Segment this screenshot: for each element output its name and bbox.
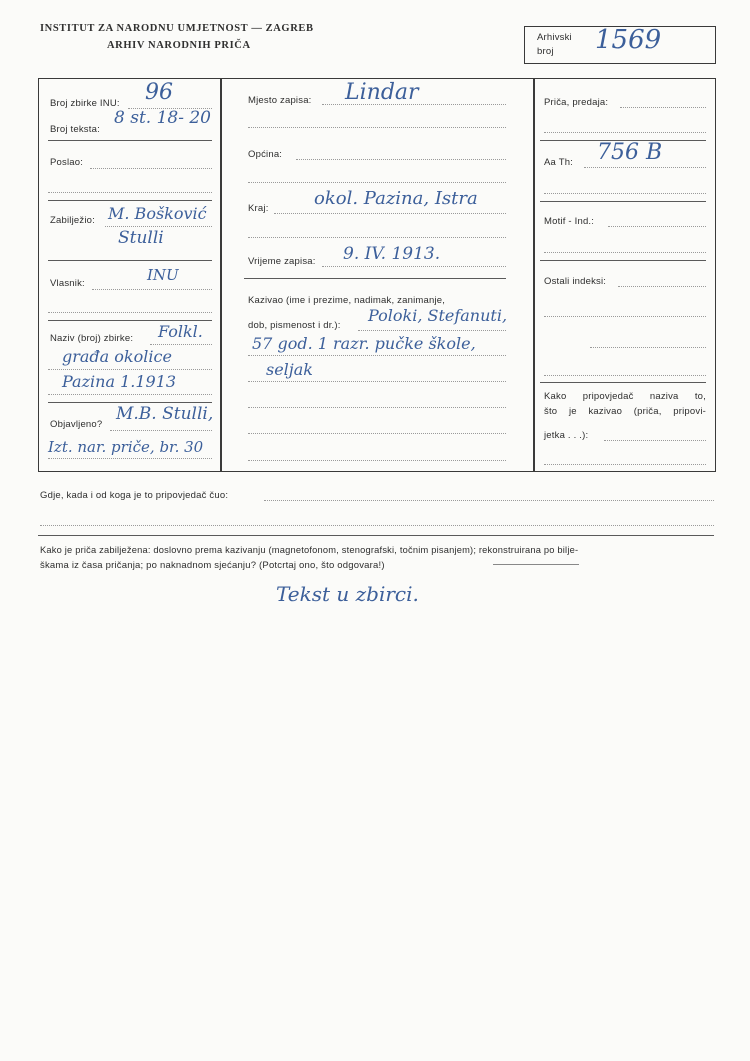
mjesto-label: Mjesto zapisa: bbox=[248, 95, 312, 106]
prica-predaja-label: Priča, predaja: bbox=[544, 97, 609, 108]
broj-zbirke-label: Broj zbirke INU: bbox=[50, 98, 120, 109]
archive-title: ARHIV NARODNIH PRIČA bbox=[107, 40, 251, 51]
kako-naziva-label-1: Kako pripovjedač naziva to, bbox=[544, 391, 706, 402]
column-divider-left bbox=[220, 78, 222, 472]
archive-number-box bbox=[524, 26, 716, 64]
vlasnik-label: Vlasnik: bbox=[50, 278, 85, 289]
kazivao-label-2: dob, pismenost i dr.): bbox=[248, 320, 341, 331]
opcina-label: Općina: bbox=[248, 149, 283, 160]
objavljeno-label: Objavljeno? bbox=[50, 419, 103, 430]
kazivao-value-3: seljak bbox=[266, 360, 313, 379]
institute-title: INSTITUT ZA NARODNU UMJETNOST — ZAGREB bbox=[40, 23, 314, 34]
kazivao-label-1: Kazivao (ime i prezime, nadimak, zanimanje, bbox=[248, 295, 446, 306]
zabiljezio-label: Zabilježio: bbox=[50, 215, 95, 226]
archive-number-value: 1569 bbox=[595, 25, 662, 55]
archive-label-1: Arhivski bbox=[537, 32, 572, 43]
naziv-zbirke-value-1: Folkl. bbox=[158, 322, 203, 341]
naziv-zbirke-value-3: Pazina 1.1913 bbox=[62, 372, 177, 391]
poslao-label: Poslao: bbox=[50, 157, 84, 168]
motif-ind-label: Motif - Ind.: bbox=[544, 216, 595, 227]
naziv-zbirke-value-2: građa okolice bbox=[62, 347, 172, 366]
vrijeme-value: 9. IV. 1913. bbox=[343, 244, 441, 264]
kraj-value: okol. Pazina, Istra bbox=[314, 188, 478, 209]
vrijeme-label: Vrijeme zapisa: bbox=[248, 256, 316, 267]
mjesto-value: Lindar bbox=[345, 80, 419, 105]
aath-value: 756 B bbox=[597, 140, 663, 165]
kako-zabiljezena-line-1: Kako je priča zabilježena: doslovno prema kazivanju (magnetofonom, stenografski, točnim pisanjem); rekonstruirana po bilje- bbox=[40, 545, 579, 555]
broj-zbirke-value: 96 bbox=[145, 80, 173, 105]
kazivao-value-1: Poloki, Stefanuti, bbox=[368, 306, 508, 325]
kako-naziva-label-3: jetka . . .): bbox=[544, 430, 589, 441]
zabiljezio-value-2: Stulli bbox=[118, 228, 164, 248]
kazivao-value-2: 57 god. 1 razr. pučke škole, bbox=[252, 334, 476, 353]
naziv-zbirke-label: Naziv (broj) zbirke: bbox=[50, 333, 134, 344]
ostali-indeksi-label: Ostali indeksi: bbox=[544, 276, 607, 287]
broj-teksta-value: 8 st. 18- 20 bbox=[114, 108, 211, 128]
column-divider-right bbox=[533, 78, 535, 472]
gdje-kada-label: Gdje, kada i od koga je to pripovjedač čuo: bbox=[40, 490, 229, 501]
objavljeno-value-1: M.B. Stulli, bbox=[116, 404, 214, 424]
objavljeno-value-2: Izt. nar. priče, br. 30 bbox=[48, 438, 204, 456]
broj-teksta-label: Broj teksta: bbox=[50, 124, 100, 135]
kako-zabiljezena-line-2: škama iz časa pričanja; po naknadnom sjećanju? (Potcrtaj ono, što odgovara!) bbox=[40, 560, 385, 571]
vlasnik-value: INU bbox=[147, 266, 179, 284]
tekst-u-zbirci-note: Tekst u zbirci. bbox=[276, 582, 419, 606]
archive-label-2: broj bbox=[537, 46, 554, 57]
zabiljezio-value-1: M. Bošković bbox=[108, 204, 207, 223]
kraj-label: Kraj: bbox=[248, 203, 269, 214]
aath-label: Aa Th: bbox=[544, 157, 574, 168]
kako-naziva-label-2: što je kazivao (priča, pripovi- bbox=[544, 406, 706, 417]
